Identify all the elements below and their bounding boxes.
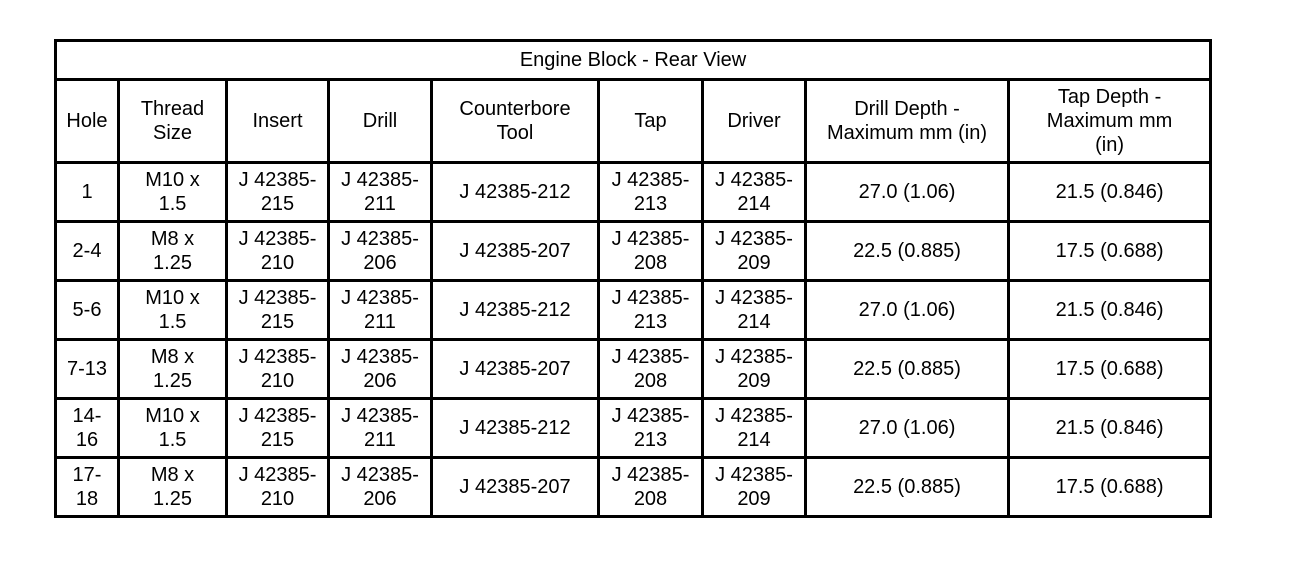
cell-tap: J 42385- 208 (599, 340, 703, 399)
cell-drill: J 42385- 206 (329, 340, 432, 399)
table-title-row (56, 41, 1211, 80)
engine-block-table (54, 39, 1212, 518)
table-header-row (56, 80, 1211, 163)
cell-insert: J 42385- 215 (227, 399, 329, 458)
header-thread-size: Thread Size (119, 80, 227, 163)
cell-tap-depth: 17.5 (0.688) (1009, 458, 1211, 517)
cell-hole: 17- 18 (56, 458, 119, 517)
table-row (56, 340, 1211, 399)
cell-insert: J 42385- 210 (227, 222, 329, 281)
header-counterbore-tool: Counterbore Tool (432, 80, 599, 163)
cell-tap: J 42385- 208 (599, 458, 703, 517)
cell-tap-depth: 21.5 (0.846) (1009, 163, 1211, 222)
cell-counterbore-tool: J 42385-207 (432, 458, 599, 517)
header-tap-depth: Tap Depth - Maximum mm (in) (1009, 80, 1211, 163)
header-tap: Tap (599, 80, 703, 163)
cell-thread-size: M10 x 1.5 (119, 399, 227, 458)
cell-drill-depth: 27.0 (1.06) (806, 163, 1009, 222)
header-insert: Insert (227, 80, 329, 163)
cell-thread-size: M10 x 1.5 (119, 163, 227, 222)
cell-hole: 14- 16 (56, 399, 119, 458)
table-row (56, 281, 1211, 340)
cell-tap: J 42385- 213 (599, 399, 703, 458)
cell-tap: J 42385- 213 (599, 163, 703, 222)
cell-counterbore-tool: J 42385-212 (432, 281, 599, 340)
cell-thread-size: M8 x 1.25 (119, 458, 227, 517)
cell-drill: J 42385- 206 (329, 458, 432, 517)
header-drill-depth: Drill Depth - Maximum mm (in) (806, 80, 1009, 163)
cell-driver: J 42385- 209 (703, 458, 806, 517)
cell-tap-depth: 17.5 (0.688) (1009, 340, 1211, 399)
cell-counterbore-tool: J 42385-207 (432, 222, 599, 281)
cell-drill-depth: 22.5 (0.885) (806, 340, 1009, 399)
cell-tap-depth: 21.5 (0.846) (1009, 281, 1211, 340)
cell-hole: 1 (56, 163, 119, 222)
cell-drill: J 42385- 211 (329, 281, 432, 340)
cell-tap-depth: 21.5 (0.846) (1009, 399, 1211, 458)
cell-drill-depth: 22.5 (0.885) (806, 458, 1009, 517)
cell-drill-depth: 22.5 (0.885) (806, 222, 1009, 281)
cell-drill: J 42385- 206 (329, 222, 432, 281)
cell-driver: J 42385- 209 (703, 222, 806, 281)
cell-driver: J 42385- 214 (703, 399, 806, 458)
cell-insert: J 42385- 210 (227, 340, 329, 399)
cell-insert: J 42385- 215 (227, 163, 329, 222)
cell-hole: 5-6 (56, 281, 119, 340)
cell-driver: J 42385- 214 (703, 281, 806, 340)
cell-counterbore-tool: J 42385-212 (432, 163, 599, 222)
cell-drill-depth: 27.0 (1.06) (806, 281, 1009, 340)
cell-drill: J 42385- 211 (329, 163, 432, 222)
cell-drill: J 42385- 211 (329, 399, 432, 458)
header-drill: Drill (329, 80, 432, 163)
table-row (56, 222, 1211, 281)
cell-counterbore-tool: J 42385-207 (432, 340, 599, 399)
cell-drill-depth: 27.0 (1.06) (806, 399, 1009, 458)
cell-driver: J 42385- 209 (703, 340, 806, 399)
cell-thread-size: M10 x 1.5 (119, 281, 227, 340)
cell-hole: 7-13 (56, 340, 119, 399)
cell-tap: J 42385- 213 (599, 281, 703, 340)
cell-tap: J 42385- 208 (599, 222, 703, 281)
cell-thread-size: M8 x 1.25 (119, 340, 227, 399)
header-hole: Hole (56, 80, 119, 163)
cell-insert: J 42385- 210 (227, 458, 329, 517)
cell-thread-size: M8 x 1.25 (119, 222, 227, 281)
table-title: Engine Block - Rear View (56, 41, 1211, 80)
cell-counterbore-tool: J 42385-212 (432, 399, 599, 458)
table-row (56, 163, 1211, 222)
cell-hole: 2-4 (56, 222, 119, 281)
cell-driver: J 42385- 214 (703, 163, 806, 222)
header-driver: Driver (703, 80, 806, 163)
table-row (56, 399, 1211, 458)
cell-tap-depth: 17.5 (0.688) (1009, 222, 1211, 281)
table-row (56, 458, 1211, 517)
cell-insert: J 42385- 215 (227, 281, 329, 340)
